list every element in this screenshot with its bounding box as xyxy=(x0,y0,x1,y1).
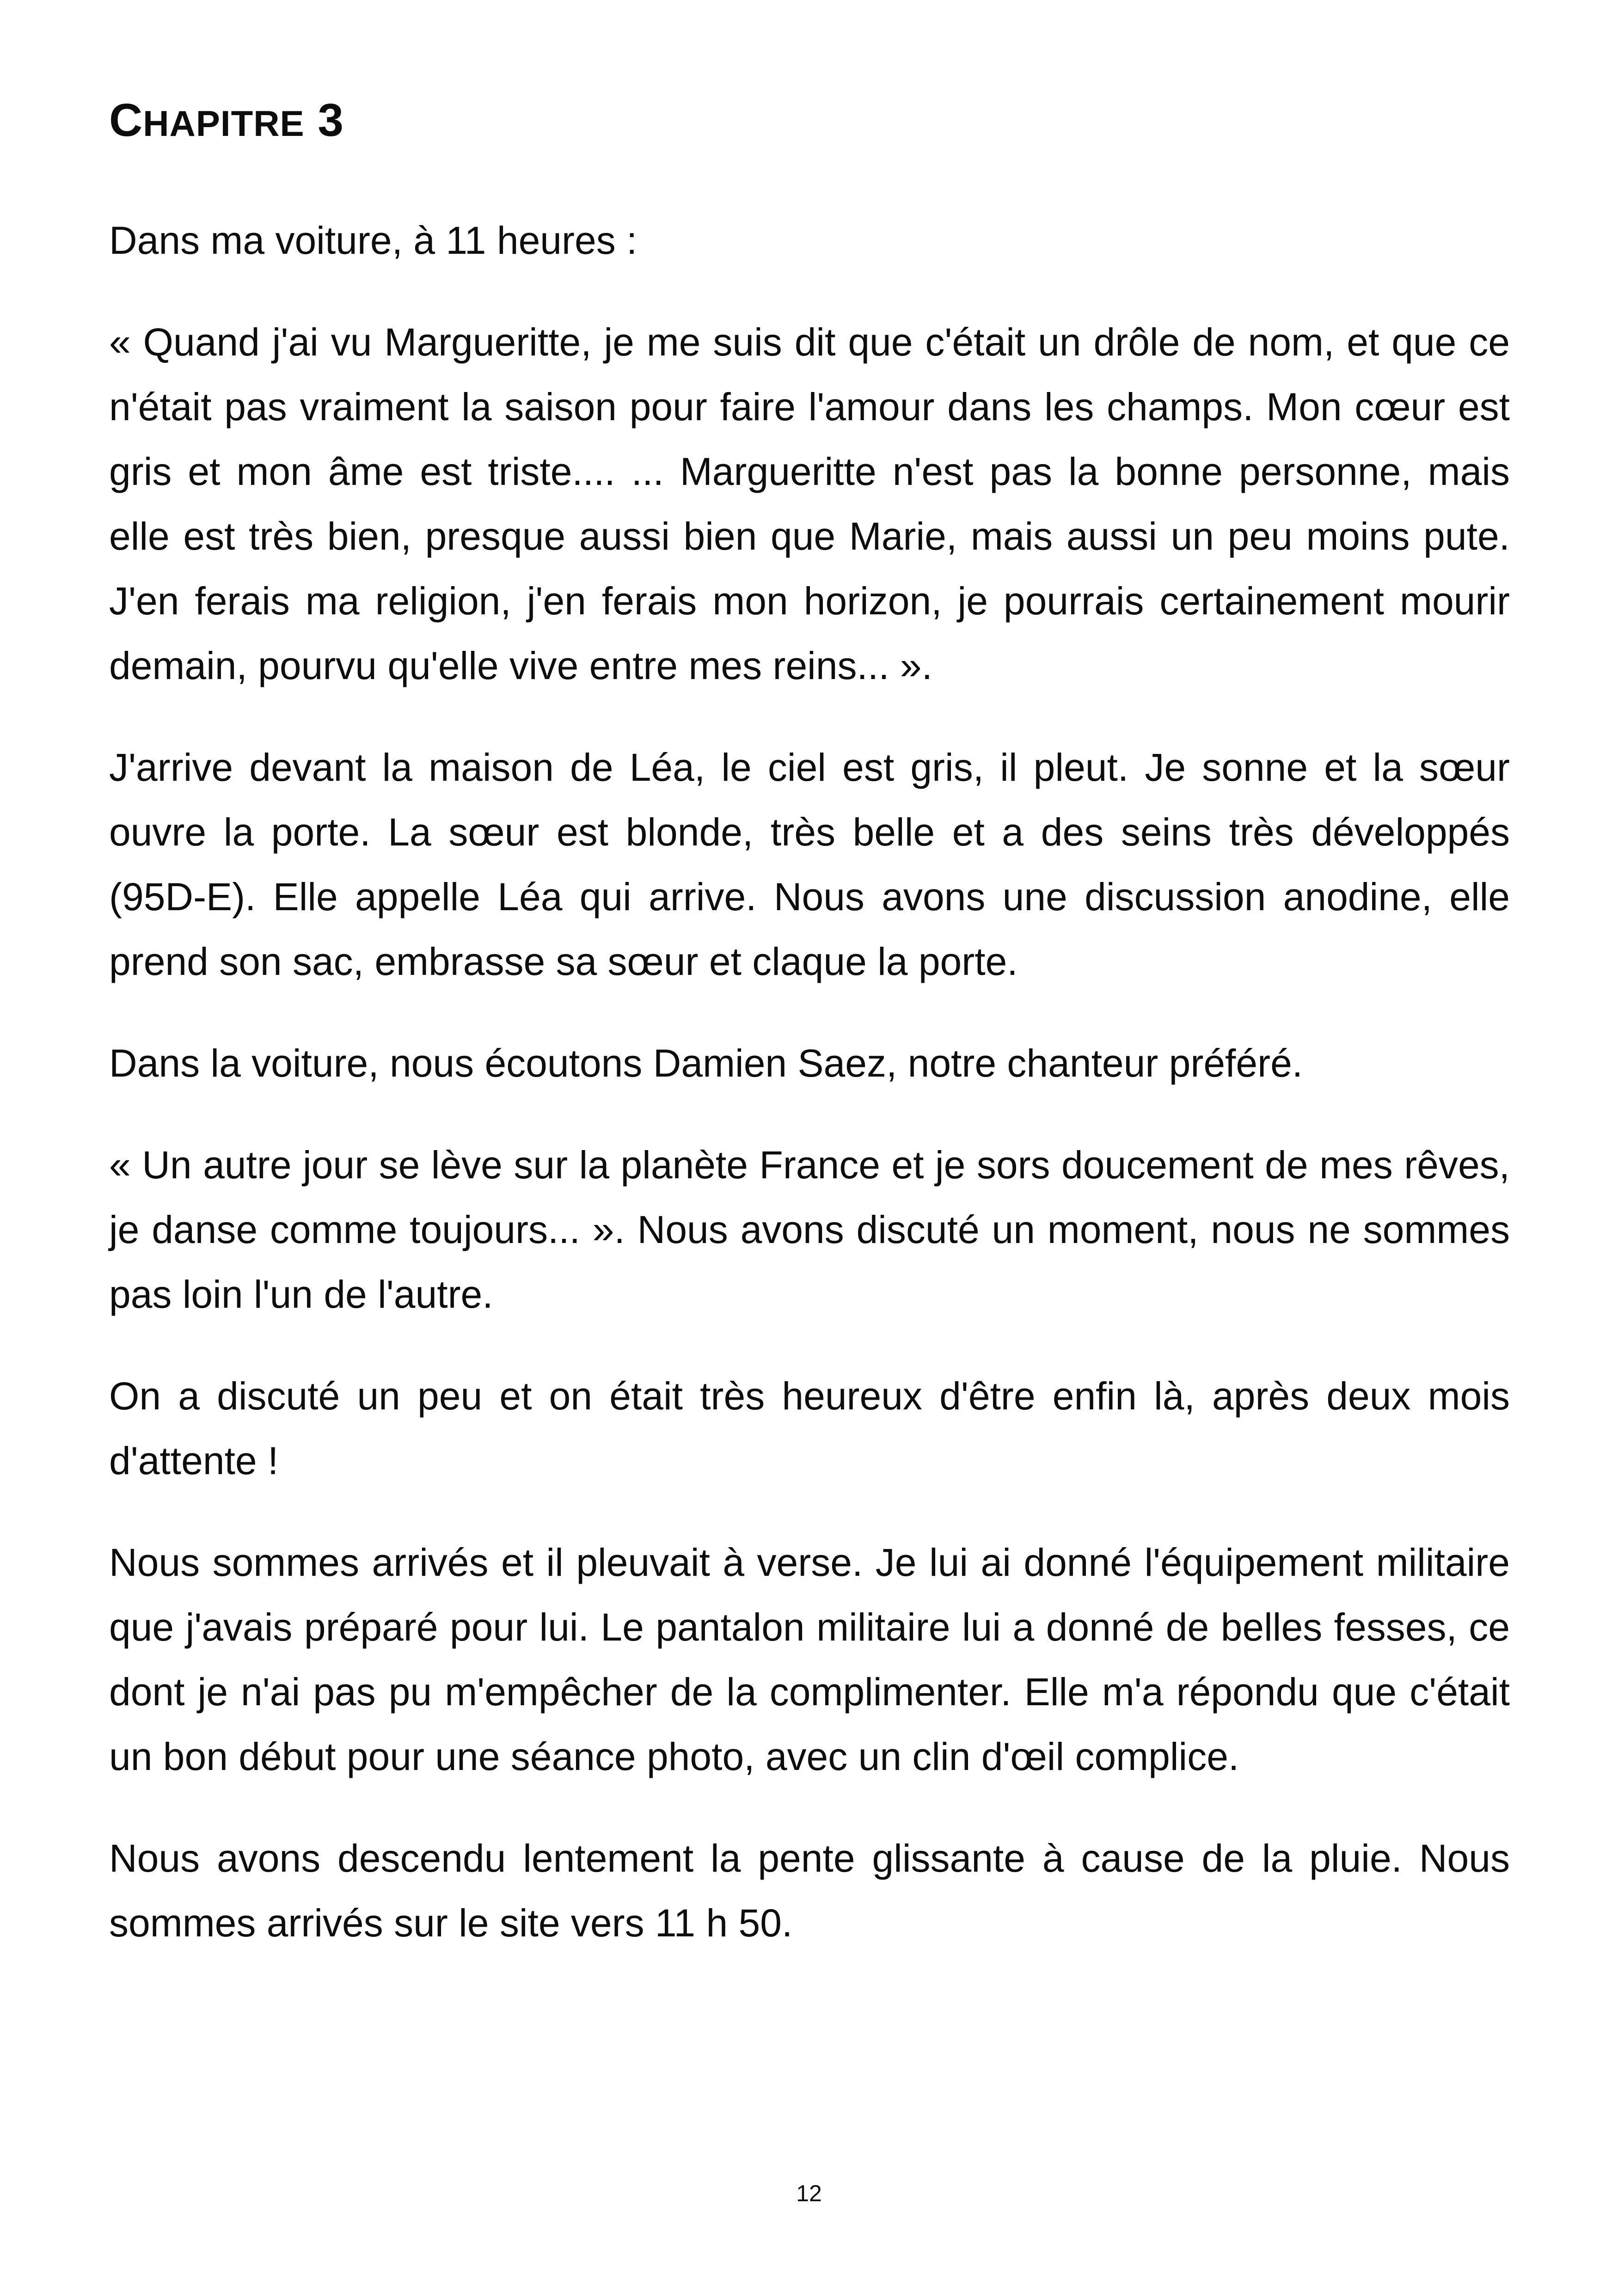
body-text xyxy=(109,208,1510,1992)
chapter-title xyxy=(109,92,344,151)
paragraph: J'arrive devant la maison de Léa, le ciel est gris, il pleut. Je sonne et la sœur ouvre la porte. La sœur est blonde, très belle et a des seins très développés (95D-E). Elle appelle Léa qui arrive. Nous avons une discussion anodine, elle prend son sac, embrasse sa sœur et claque la porte. xyxy=(109,746,1510,983)
paragraph: Nous avons descendu lentement la pente glissante à cause de la pluie. Nous sommes arrivés sur le site vers 11 h 50. xyxy=(109,1837,1510,1945)
chapter-title-rest: HAPITRE xyxy=(143,103,305,144)
paragraph: Nous sommes arrivés et il pleuvait à verse. Je lui ai donné l'équipement militaire que j'avais préparé pour lui. Le pantalon militaire lui a donné de belles fesses, ce dont je n'ai pas pu m'empêcher de la complimenter. Elle m'a répondu que c'était un bon début pour une séance photo, avec un clin d'œil complice. xyxy=(109,1541,1510,1778)
chapter-number: 3 xyxy=(318,94,344,146)
paragraph: « Un autre jour se lève sur la planète France et je sors doucement de mes rêves, je danse comme toujours... ». Nous avons discuté un moment, nous ne sommes pas loin l'un de l'autre. xyxy=(109,1143,1510,1316)
paragraph: On a discuté un peu et on était très heureux d'être enfin là, après deux mois d'attente ! xyxy=(109,1374,1510,1482)
page-number: 12 xyxy=(796,2180,822,2206)
paragraph: Dans ma voiture, à 11 heures : xyxy=(109,219,637,262)
paragraph: « Quand j'ai vu Margueritte, je me suis dit que c'était un drôle de nom, et que ce n'était pas vraiment la saison pour faire l'amour dans les champs. Mon cœur est gris et mon âme est triste.... ... Margueritte n'est pas la bonne personne, mais elle est très bien, presque aussi bien que Marie, mais aussi un peu moins pute. J'en ferais ma religion, j'en ferais mon horizon, je pourrais certainement mourir demain, pourvu qu'elle vive entre mes reins... ». xyxy=(109,320,1510,687)
paragraph: Dans la voiture, nous écoutons Damien Saez, notre chanteur préféré. xyxy=(109,1041,1303,1085)
chapter-title-initial: C xyxy=(109,94,143,146)
